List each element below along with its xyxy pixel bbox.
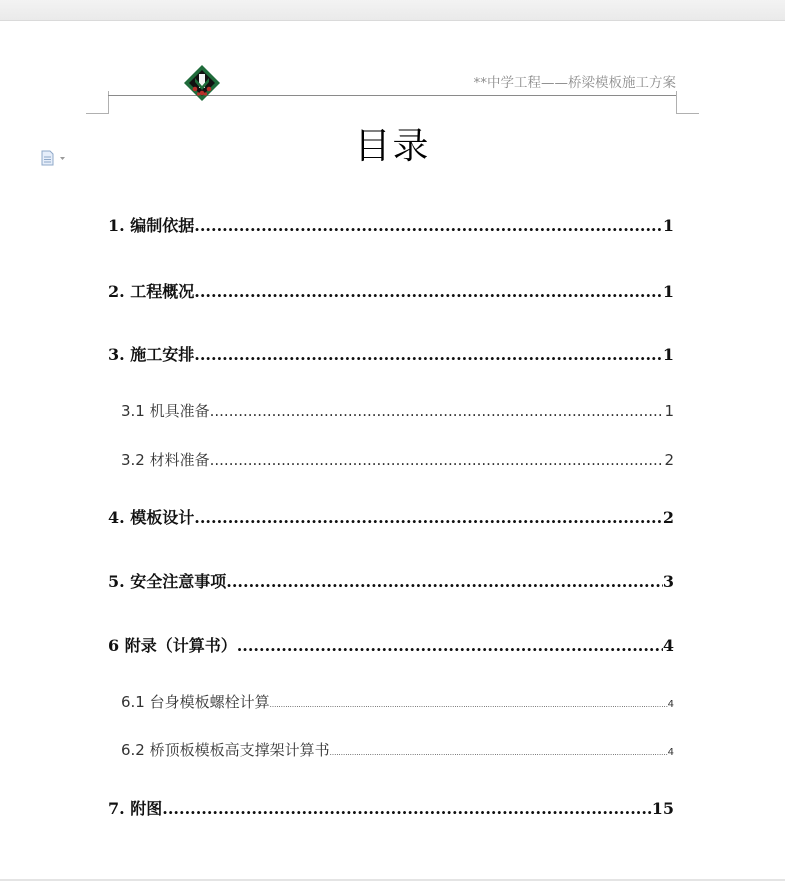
toc-page-number: 1 bbox=[662, 345, 674, 364]
toc-entry-label: 3. 施工安排 bbox=[108, 345, 195, 364]
toc-dot-leader bbox=[210, 451, 665, 469]
toc-entry-label: 6.2 桥顶板模板高支撑架计算书 bbox=[121, 741, 330, 759]
toc-entry[interactable] bbox=[108, 796, 674, 819]
toc-entry[interactable] bbox=[108, 213, 674, 236]
toc-entry[interactable] bbox=[108, 279, 674, 302]
toc-page-number: 2 bbox=[664, 451, 674, 469]
toc-entry[interactable] bbox=[108, 569, 674, 592]
toc-entry[interactable] bbox=[108, 342, 674, 365]
toc-dot-leader bbox=[162, 799, 651, 818]
toc-dot-leader bbox=[194, 216, 663, 235]
page-corner-mark-right bbox=[676, 91, 699, 114]
toc-entry-label: 2. 工程概况 bbox=[108, 282, 195, 301]
toc-subentry[interactable] bbox=[121, 739, 674, 760]
toc-entry-label: 7. 附图 bbox=[108, 799, 163, 818]
toc-dot-leader bbox=[237, 636, 663, 655]
toc-entry-label: 6.1 台身模板螺栓计算 bbox=[121, 693, 270, 711]
toc-entry-label: 6 附录（计算书） bbox=[108, 636, 237, 655]
toc-page-number: 4 bbox=[667, 699, 674, 710]
page-corner-mark-left bbox=[86, 91, 109, 114]
toc-page-number: 1 bbox=[662, 216, 674, 235]
page-title: 目录 bbox=[354, 126, 431, 167]
toc-entry-label: 4. 模板设计 bbox=[108, 508, 195, 527]
toc-page-number: 4 bbox=[662, 636, 674, 655]
toc-entry-label: 5. 安全注意事项 bbox=[108, 572, 227, 591]
toc-subentry[interactable] bbox=[121, 449, 674, 470]
toc-entry-label: 3.1 机具准备 bbox=[121, 402, 210, 420]
toc-dot-leader bbox=[194, 508, 663, 527]
toc-subentry[interactable] bbox=[121, 691, 674, 712]
running-header-text: **中学工程——桥梁模板施工方案 bbox=[473, 75, 676, 91]
toc-page-number: 1 bbox=[662, 282, 674, 301]
toc-dot-leader bbox=[194, 345, 663, 364]
toc-entry[interactable] bbox=[108, 633, 674, 656]
toc-entry-label: 3.2 材料准备 bbox=[121, 451, 210, 469]
school-logo-icon bbox=[183, 64, 221, 102]
toc-entry-label: 1. 编制依据 bbox=[108, 216, 195, 235]
toc-dot-leader bbox=[226, 572, 663, 591]
viewer-top-bar bbox=[0, 0, 785, 21]
toc-dot-leader bbox=[194, 282, 663, 301]
toc-subentry[interactable] bbox=[121, 400, 674, 421]
toc-dot-leader bbox=[270, 701, 668, 709]
toc-page-number: 3 bbox=[662, 572, 674, 591]
toc-page-number: 15 bbox=[651, 799, 674, 818]
toc-page-number: 2 bbox=[662, 508, 674, 527]
toc-page-number: 4 bbox=[667, 747, 674, 758]
toc-dot-leader bbox=[330, 749, 668, 757]
toc-entry[interactable] bbox=[108, 505, 674, 528]
toc-page-number: 1 bbox=[664, 402, 674, 420]
toc-dot-leader bbox=[210, 402, 665, 420]
